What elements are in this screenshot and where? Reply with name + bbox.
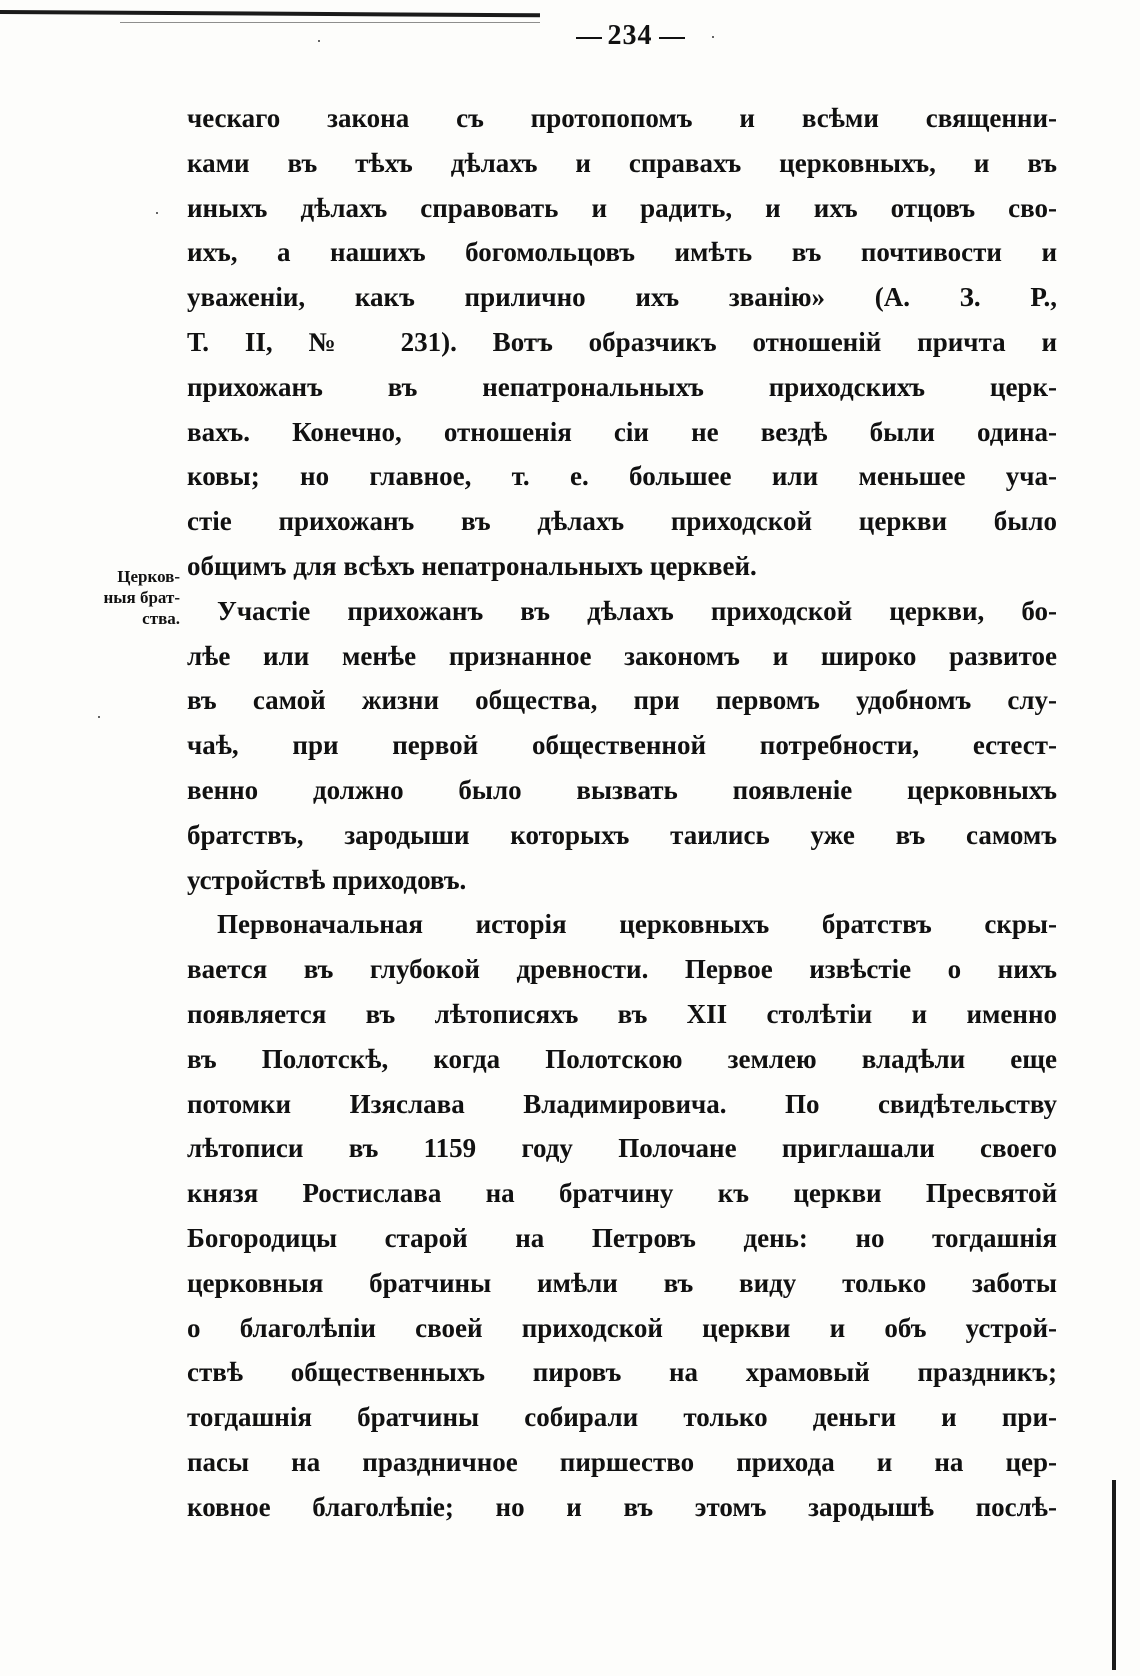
text-line: Первоначальная исторія церковныхъ братствъ скры- [217,909,1057,940]
text-line: чаѣ, при первой общественной потребности, естест- [187,730,1057,761]
right-dash [659,37,685,39]
text-line: прихожанъ въ непатрональныхъ приходскихъ церк- [187,371,1057,402]
text-line: тогдашнія братчины собирали только деньги и при- [187,1402,1057,1433]
text-line: лѣтописи въ 1159 году Полочане приглашали своего [187,1133,1057,1164]
margin-sidenote [70,566,180,629]
left-dash [576,37,602,39]
text-line: Т. II, № 231). Вотъ образчикъ отношеній причта и [187,326,1057,357]
scan-speck [712,36,714,38]
text-line: ихъ, а нашихъ богомольцовъ имѣть въ почтивости и [187,237,1057,268]
text-line: венно должно было вызвать появленіе церковныхъ [187,774,1057,805]
text-line: Участіе прихожанъ въ дѣлахъ приходской церкви, бо- [217,595,1057,626]
text-line: появляется въ лѣтописяхъ въ XII столѣтіи и именно [187,998,1057,1029]
text-line: князя Ростислава на братчину къ церкви Пресвятой [187,1178,1057,1209]
page-edge-shadow [1112,1480,1116,1670]
scan-speck [318,40,320,42]
page-number: 234 [607,20,653,51]
text-line: о благолѣпіи своей приходской церкви и объ устрой- [187,1312,1057,1343]
scan-speck [156,212,158,214]
text-line: устройствѣ приходовъ. [187,864,467,895]
text-line: церковныя братчины имѣли въ виду только заботы [187,1267,1057,1298]
text-line: иныхъ дѣлахъ справовать и радить, и ихъ отцовъ сво- [187,192,1057,223]
top-scan-rule [0,10,540,17]
text-line: потомки Изяслава Владимировича. По свидѣтельству [187,1088,1057,1119]
text-line: лѣе или менѣе признанное закономъ и широко развитое [187,640,1057,671]
text-line: вается въ глубокой древности. Первое извѣстіе о нихъ [187,954,1057,985]
text-line: братствъ, зародыши которыхъ таились уже въ самомъ [187,819,1057,850]
text-line: общимъ для всѣхъ непатрональныхъ церквей. [187,550,757,581]
text-line: ствѣ общественныхъ пировъ на храмовый праздникъ; [187,1357,1057,1388]
text-line: стіе прихожанъ въ дѣлахъ приходской церкви было [187,506,1057,537]
text-line: ковное благолѣпіе; но и въ этомъ зародышѣ послѣ- [187,1491,1057,1522]
text-line: уваженіи, какъ прилично ихъ званію» (А. З. Р., [187,282,1057,313]
text-line: ками въ тѣхъ дѣлахъ и справахъ церковныхъ, и въ [187,147,1057,178]
sidenote-line: Церков- [117,567,180,586]
body-text [187,96,1057,1530]
scan-speck [98,716,100,718]
paragraph [187,589,1057,903]
page-number-header [550,20,710,52]
text-line: ковы; но главное, т. е. большее или меньшее уча- [187,461,1057,492]
text-line: Богородицы старой на Петровъ день: но тогдашнія [187,1222,1057,1253]
sidenote-line: ства. [142,609,180,628]
top-thin-rule [120,22,540,23]
paragraph [187,96,1057,589]
sidenote-line: ныя брат- [103,588,180,607]
text-line: пасы на праздничное пиршество прихода и на цер- [187,1446,1057,1477]
paragraph [187,902,1057,1529]
text-line: въ Полотскѣ, когда Полотскою землею владѣли еще [187,1043,1057,1074]
text-line: вахъ. Конечно, отношенія сіи не вездѣ были одина- [187,416,1057,447]
text-line: ческаго закона съ протопопомъ и всѣми священни- [187,103,1057,133]
text-line: въ самой жизни общества, при первомъ удобномъ слу- [187,685,1057,716]
